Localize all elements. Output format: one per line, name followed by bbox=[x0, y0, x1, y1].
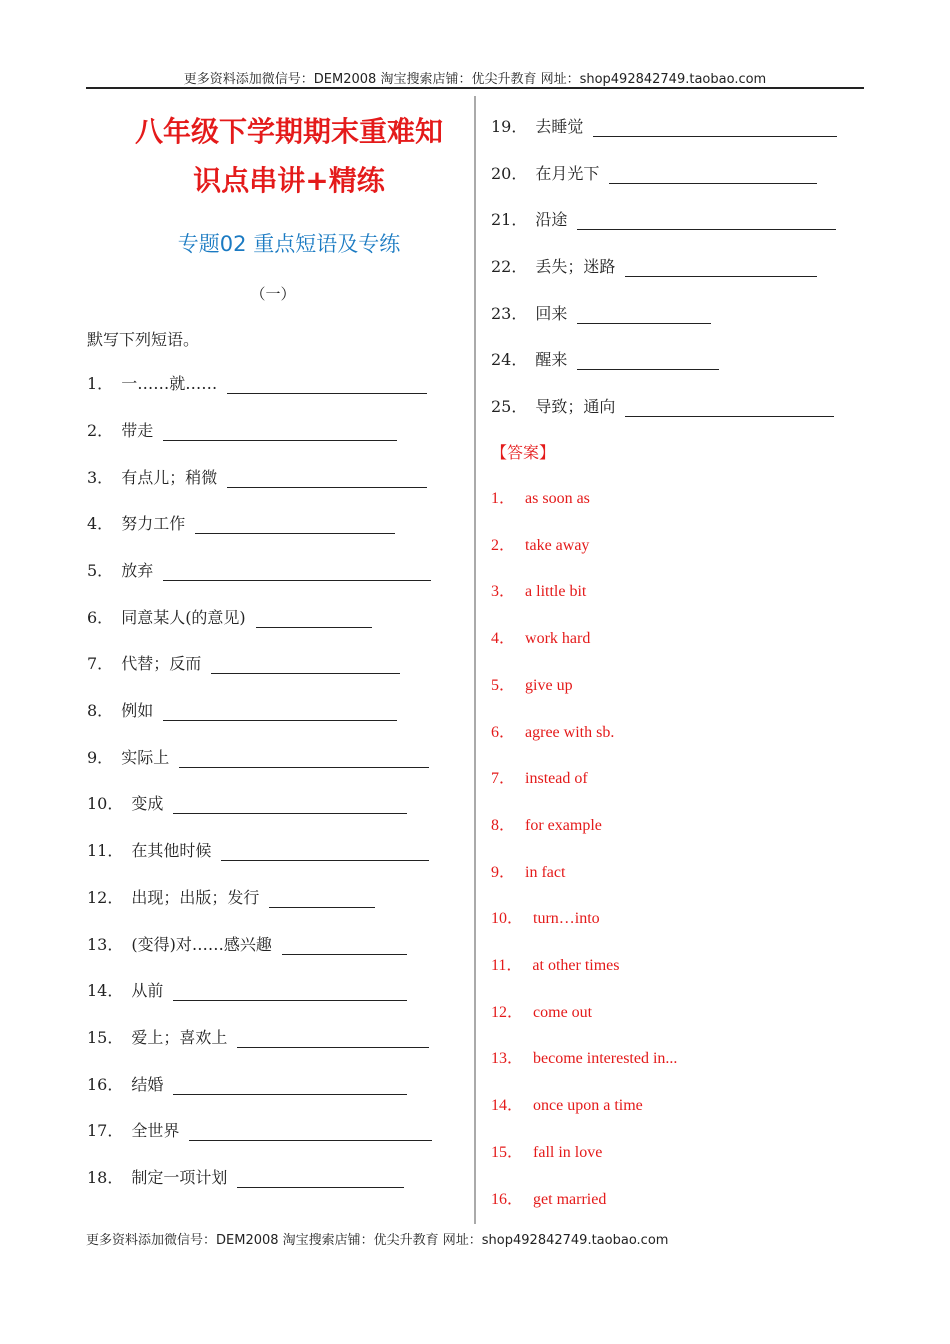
answer-number: 11． bbox=[491, 957, 523, 974]
answer-number: 9． bbox=[491, 863, 516, 881]
question-item bbox=[87, 792, 407, 814]
question-text: 放弃 bbox=[121, 561, 154, 580]
answer-item bbox=[491, 1045, 677, 1068]
answer-number: 10． bbox=[491, 910, 524, 928]
header-rule bbox=[86, 87, 864, 89]
answer-number: 4． bbox=[491, 630, 516, 648]
answer-item bbox=[491, 719, 614, 742]
question-number: 10． bbox=[87, 794, 124, 813]
question-number: 17． bbox=[87, 1121, 124, 1140]
answer-item bbox=[491, 578, 586, 601]
question-text: 醒来 bbox=[535, 350, 568, 369]
question-item bbox=[491, 208, 836, 230]
answer-blank[interactable] bbox=[577, 307, 711, 324]
answer-text: work hard bbox=[525, 630, 591, 648]
answer-text: a little bit bbox=[525, 583, 587, 601]
question-text: 变成 bbox=[131, 794, 164, 813]
question-text: 例如 bbox=[121, 701, 154, 720]
page-header: 更多资料添加微信号：DEM2008 淘宝搜索店铺：优尖升教育 网址：shop492842749.taobao.com bbox=[183, 72, 767, 87]
question-number: 2． bbox=[87, 421, 114, 440]
question-number: 5． bbox=[87, 561, 114, 580]
answer-item bbox=[491, 812, 602, 835]
answer-blank[interactable] bbox=[163, 704, 397, 721]
answer-blank[interactable] bbox=[282, 938, 407, 955]
question-item bbox=[87, 1073, 407, 1095]
answer-number: 8． bbox=[491, 816, 516, 834]
question-text: 有点儿；稍微 bbox=[121, 468, 218, 487]
question-text: 导致；通向 bbox=[535, 397, 616, 416]
answer-number: 15． bbox=[491, 1143, 524, 1161]
answer-blank[interactable] bbox=[163, 564, 431, 581]
question-text: 去睡觉 bbox=[535, 117, 584, 136]
answer-text: turn…into bbox=[533, 910, 600, 928]
answer-item bbox=[491, 859, 565, 882]
question-text: 在月光下 bbox=[535, 164, 600, 183]
question-item bbox=[87, 1166, 404, 1188]
question-item bbox=[87, 699, 397, 721]
question-item bbox=[491, 348, 719, 370]
question-number: 4． bbox=[87, 514, 114, 533]
question-number: 20． bbox=[491, 164, 528, 183]
answer-blank[interactable] bbox=[577, 213, 836, 230]
answer-number: 13． bbox=[491, 1050, 524, 1068]
answer-text: become interested in... bbox=[533, 1050, 678, 1068]
question-number: 15． bbox=[87, 1028, 124, 1047]
answer-text: agree with sb. bbox=[525, 723, 615, 741]
answer-blank[interactable] bbox=[189, 1124, 432, 1141]
question-text: 带走 bbox=[121, 421, 154, 440]
question-item bbox=[87, 419, 397, 441]
question-item bbox=[87, 1026, 429, 1048]
answer-text: give up bbox=[525, 676, 573, 694]
answer-item bbox=[491, 625, 590, 648]
answer-item bbox=[491, 485, 590, 508]
answer-blank[interactable] bbox=[227, 377, 427, 394]
question-item bbox=[491, 162, 817, 184]
question-item bbox=[491, 302, 711, 324]
answer-text: at other times bbox=[532, 957, 620, 974]
question-number: 14． bbox=[87, 981, 124, 1000]
question-item bbox=[87, 746, 429, 768]
question-number: 6． bbox=[87, 608, 114, 627]
answer-text: instead of bbox=[525, 770, 588, 788]
answer-blank[interactable] bbox=[211, 657, 400, 674]
answer-text: come out bbox=[533, 1003, 593, 1021]
answer-text: get married bbox=[533, 1190, 607, 1208]
question-number: 19． bbox=[491, 117, 528, 136]
question-number: 7． bbox=[87, 654, 114, 673]
question-item bbox=[87, 1119, 432, 1141]
answer-item bbox=[491, 905, 600, 928]
answer-item bbox=[491, 765, 588, 788]
question-number: 23． bbox=[491, 304, 528, 323]
question-text: 代替；反而 bbox=[121, 654, 202, 673]
question-number: 13． bbox=[87, 935, 124, 954]
question-text: 全世界 bbox=[131, 1121, 180, 1140]
question-text: 沿途 bbox=[535, 210, 568, 229]
question-number: 16． bbox=[87, 1075, 124, 1094]
answer-blank[interactable] bbox=[609, 167, 817, 184]
question-text: 出现；出版；发行 bbox=[131, 888, 260, 907]
answer-blank[interactable] bbox=[173, 1078, 407, 1095]
question-item bbox=[491, 115, 837, 137]
answer-item bbox=[491, 1139, 602, 1162]
page-footer: 更多资料添加微信号：DEM2008 淘宝搜索店铺：优尖升教育 网址：shop492842749.taobao.com bbox=[86, 1233, 669, 1248]
answer-blank[interactable] bbox=[237, 1171, 404, 1188]
answer-text: once upon a time bbox=[533, 1097, 643, 1115]
answer-item bbox=[491, 1186, 606, 1209]
question-number: 1． bbox=[87, 374, 114, 393]
question-item bbox=[491, 255, 817, 277]
question-item bbox=[87, 606, 372, 628]
question-text: 同意某人(的意见) bbox=[121, 608, 246, 627]
section-mark: （一） bbox=[250, 285, 296, 303]
question-number: 22． bbox=[491, 257, 528, 276]
question-number: 9． bbox=[87, 748, 114, 767]
answer-text: in fact bbox=[525, 863, 566, 881]
answer-number: 7． bbox=[491, 770, 516, 788]
question-text: 努力工作 bbox=[121, 514, 186, 533]
question-text: 爱上；喜欢上 bbox=[131, 1028, 228, 1047]
answer-blank[interactable] bbox=[625, 260, 817, 277]
answer-number: 3． bbox=[491, 583, 516, 601]
answer-item bbox=[491, 999, 592, 1022]
answer-number: 1． bbox=[491, 490, 516, 507]
question-text: 结婚 bbox=[131, 1075, 164, 1094]
question-number: 18． bbox=[87, 1168, 124, 1187]
question-item bbox=[87, 512, 395, 534]
answer-number: 12． bbox=[491, 1003, 524, 1021]
answer-blank[interactable] bbox=[173, 984, 407, 1001]
question-number: 8． bbox=[87, 701, 114, 720]
answer-number: 14． bbox=[491, 1097, 524, 1115]
question-number: 3． bbox=[87, 468, 114, 487]
answer-item bbox=[491, 532, 589, 555]
answer-item bbox=[491, 952, 620, 975]
question-item bbox=[87, 559, 431, 581]
answer-blank[interactable] bbox=[163, 424, 397, 441]
answer-number: 2． bbox=[491, 536, 516, 554]
answer-blank[interactable] bbox=[256, 611, 372, 628]
answer-number: 5． bbox=[491, 676, 516, 694]
answer-item bbox=[491, 1092, 643, 1115]
answer-text: as soon as bbox=[525, 490, 590, 507]
question-item bbox=[87, 933, 407, 955]
question-number: 12． bbox=[87, 888, 124, 907]
answer-blank[interactable] bbox=[625, 400, 834, 417]
question-text: 一……就…… bbox=[121, 374, 218, 393]
question-text: 从前 bbox=[131, 981, 164, 1000]
question-number: 25． bbox=[491, 397, 528, 416]
answers-title: 【答案】 bbox=[491, 443, 556, 462]
question-item bbox=[87, 979, 407, 1001]
subtitle: 专题02 重点短语及专练 bbox=[177, 232, 401, 256]
answer-blank[interactable] bbox=[593, 120, 837, 137]
answer-number: 16． bbox=[491, 1190, 524, 1208]
answer-text: fall in love bbox=[533, 1143, 603, 1161]
answer-blank[interactable] bbox=[227, 471, 427, 488]
title-line-1: 八年级下学期期末重难知 bbox=[134, 115, 443, 148]
answer-blank[interactable] bbox=[179, 751, 429, 768]
question-item bbox=[87, 886, 375, 908]
answer-text: for example bbox=[525, 816, 602, 834]
question-number: 11． bbox=[87, 841, 124, 860]
question-item bbox=[87, 372, 427, 394]
question-text: 在其他时候 bbox=[131, 841, 212, 860]
answer-blank[interactable] bbox=[195, 517, 395, 534]
question-item bbox=[491, 395, 834, 417]
question-text: (变得)对……感兴趣 bbox=[131, 935, 272, 954]
question-text: 回来 bbox=[535, 304, 568, 323]
answer-blank[interactable] bbox=[577, 353, 719, 370]
question-number: 21． bbox=[491, 210, 528, 229]
question-item bbox=[87, 652, 400, 674]
question-item bbox=[87, 466, 427, 488]
question-item bbox=[87, 839, 429, 861]
question-number: 24． bbox=[491, 350, 528, 369]
answer-blank[interactable] bbox=[173, 797, 407, 814]
answer-blank[interactable] bbox=[237, 1031, 429, 1048]
answer-text: take away bbox=[525, 536, 590, 554]
answer-number: 6． bbox=[491, 723, 516, 741]
answer-item bbox=[491, 672, 573, 695]
column-divider bbox=[474, 96, 476, 1224]
answer-blank[interactable] bbox=[221, 844, 429, 861]
question-text: 实际上 bbox=[121, 748, 170, 767]
instruction: 默写下列短语。 bbox=[87, 330, 200, 349]
answer-blank[interactable] bbox=[269, 891, 375, 908]
question-text: 制定一项计划 bbox=[131, 1168, 228, 1187]
title-line-2: 识点串讲+精练 bbox=[193, 164, 385, 197]
question-text: 丢失；迷路 bbox=[535, 257, 616, 276]
